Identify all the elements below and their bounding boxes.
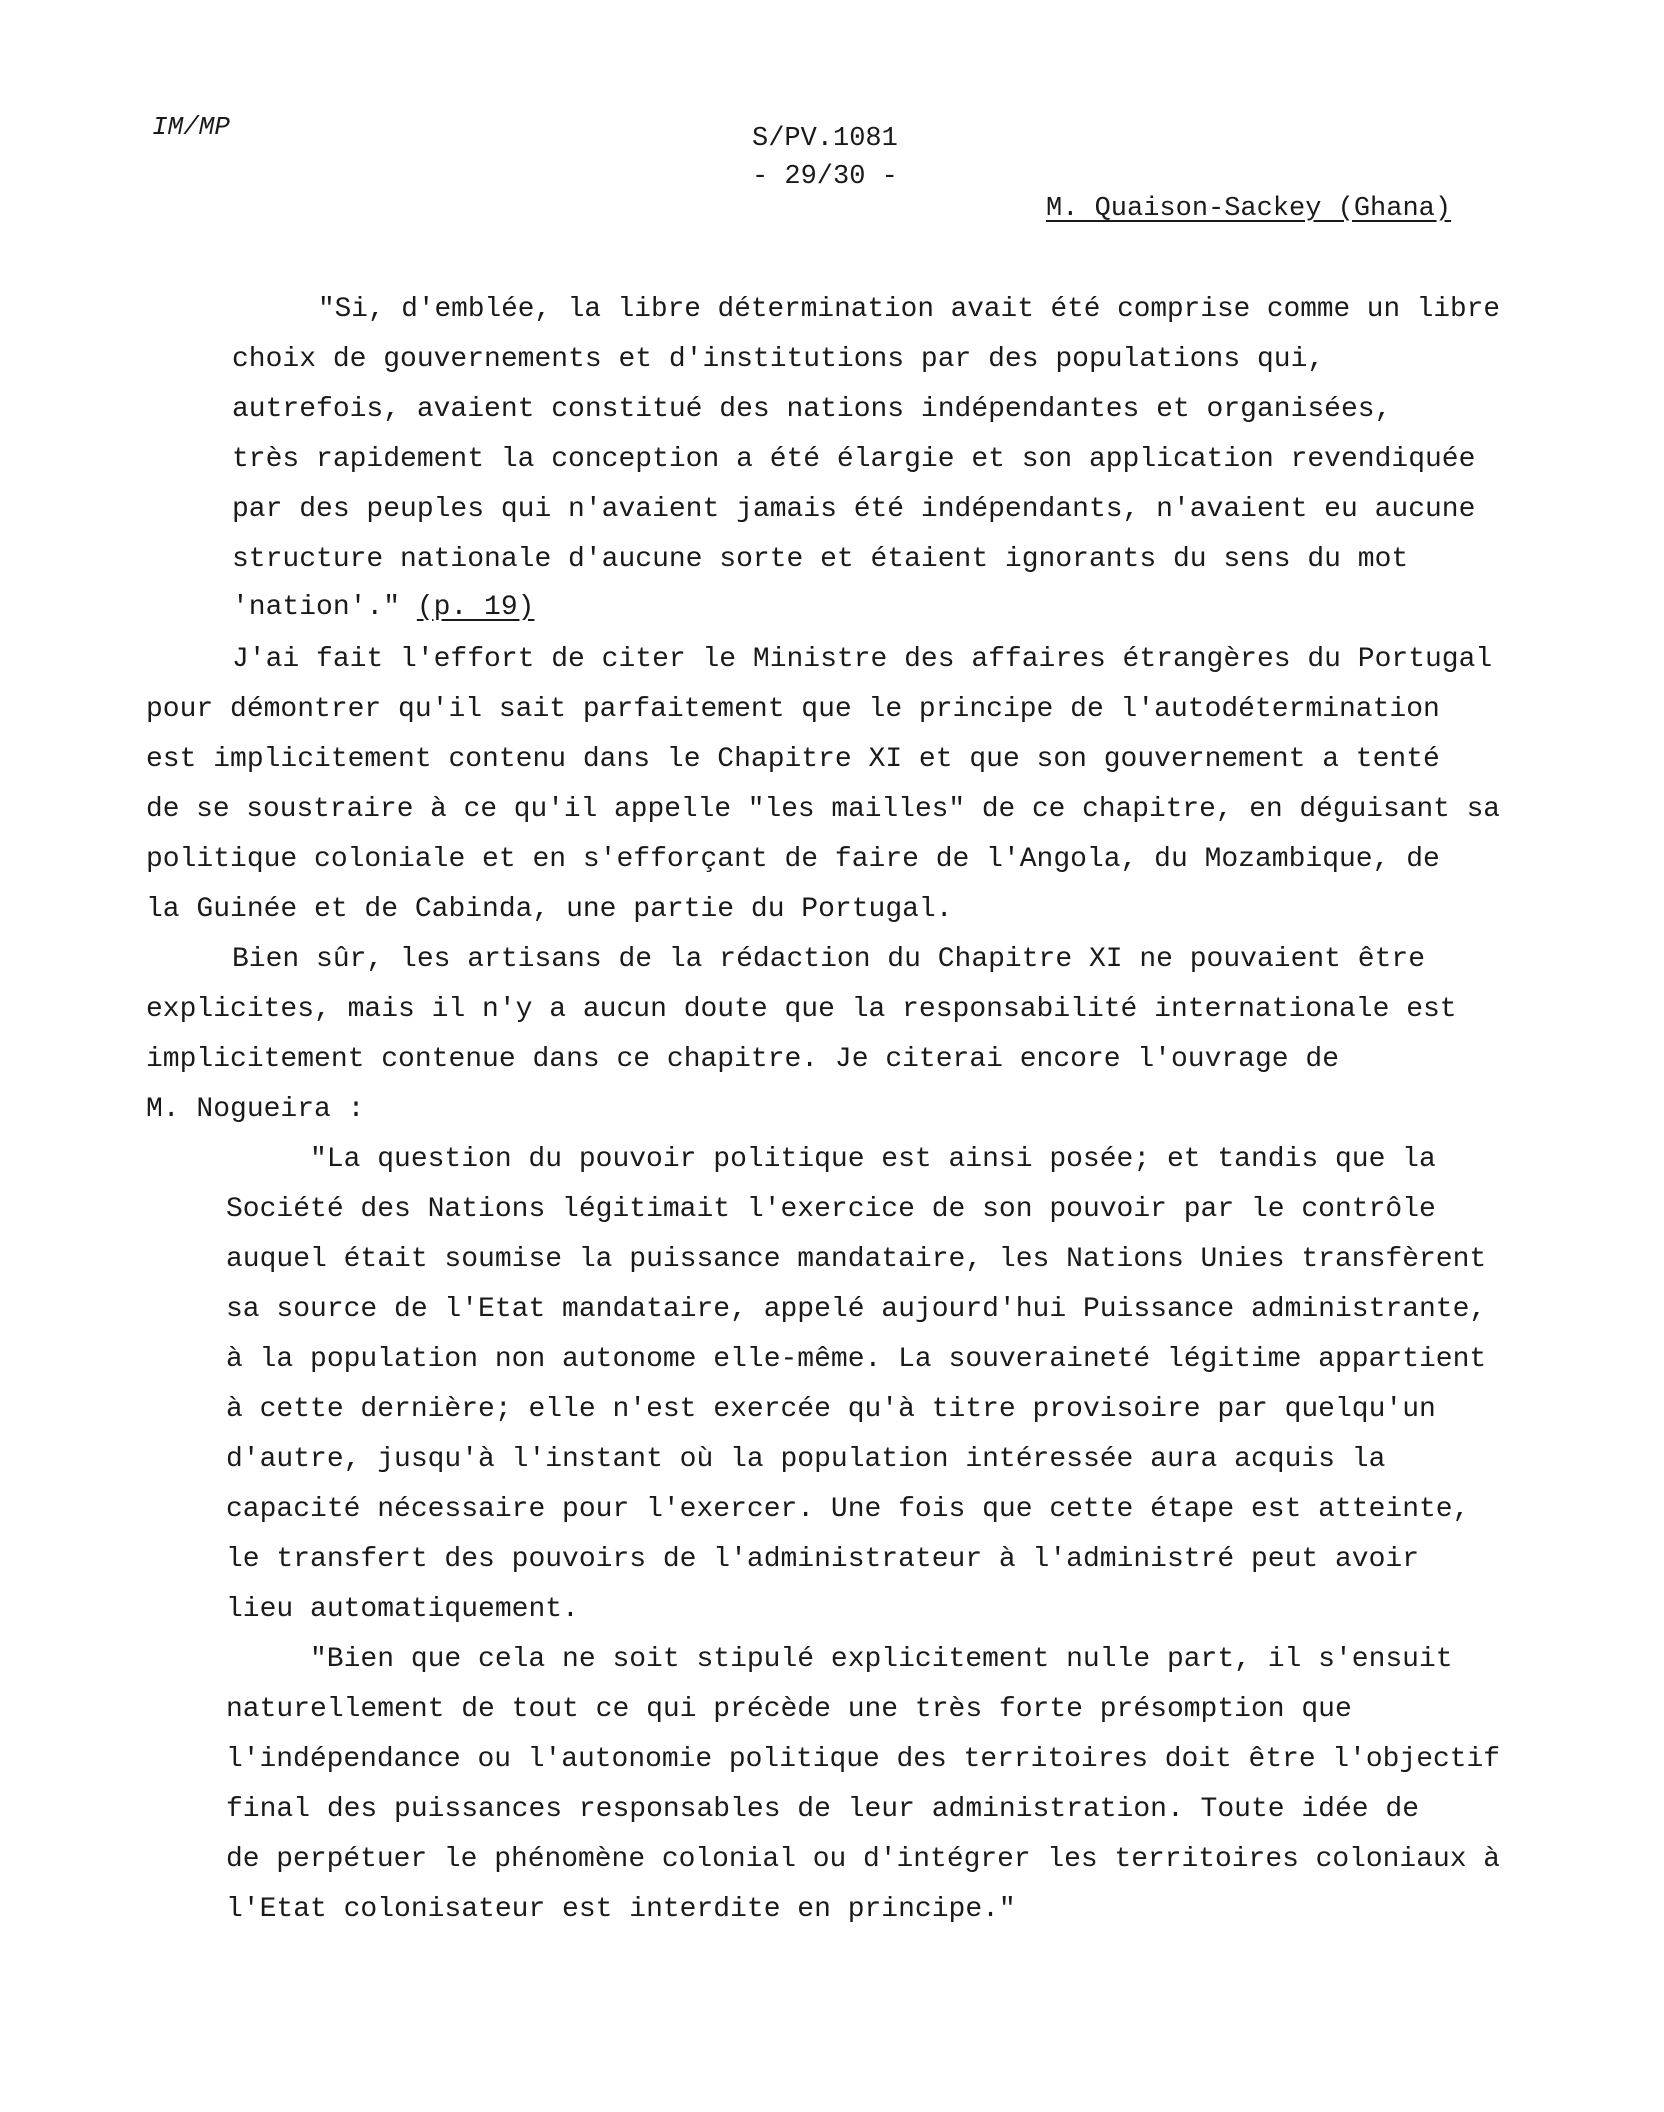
para1-line: J'ai fait l'effort de citer le Ministre des affaires étrangères du Portugal — [232, 644, 1493, 675]
quote2-line: le transfert des pouvoirs de l'administrateur à l'administré peut avoir — [226, 1544, 1419, 1575]
para2-line: explicites, mais il n'y a aucun doute que la responsabilité internationale est — [146, 994, 1457, 1025]
para2-line: Bien sûr, les artisans de la rédaction du Chapitre XI ne pouvaient être — [232, 944, 1425, 975]
page-reference: (p. 19) — [416, 592, 535, 623]
para2-line: M. Nogueira : — [146, 1094, 365, 1125]
quote2-line: "La question du pouvoir politique est ainsi posée; et tandis que la — [310, 1144, 1436, 1175]
quote1-line: choix de gouvernements et d'institutions par des populations qui, — [232, 344, 1325, 375]
para1-line: de se soustraire à ce qu'il appelle "les mailles" de ce chapitre, en déguisant sa — [146, 794, 1501, 825]
page-number: - 29/30 - — [752, 162, 898, 192]
quote2-line: sa source de l'Etat mandataire, appelé aujourd'hui Puissance administrante, — [226, 1294, 1487, 1325]
typist-initials: IM/MP — [152, 112, 231, 142]
quote2-line: à cette dernière; elle n'est exercée qu'à titre provisoire par quelqu'un — [226, 1394, 1436, 1425]
quote3-line: final des puissances responsables de leur administration. Toute idée de — [226, 1794, 1419, 1825]
quote1-line: structure nationale d'aucune sorte et étaient ignorants du sens du mot — [232, 544, 1409, 575]
para2-line: implicitement contenue dans ce chapitre. Je citerai encore l'ouvrage de — [146, 1044, 1339, 1075]
quote2-line: d'autre, jusqu'à l'instant où la population intéressée aura acquis la — [226, 1444, 1386, 1475]
quote1-last-line — [232, 594, 534, 622]
quote1-line: très rapidement la conception a été élargie et son application revendiquée — [232, 444, 1476, 475]
quote1-line: autrefois, avaient constitué des nations indépendantes et organisées, — [232, 394, 1392, 425]
quote2-line: auquel était soumise la puissance mandataire, les Nations Unies transfèrent — [226, 1244, 1487, 1275]
quote3-line: "Bien que cela ne soit stipulé explicitement nulle part, il s'ensuit — [310, 1644, 1453, 1675]
quote2-line: lieu automatiquement. — [226, 1594, 579, 1625]
para1-line: est implicitement contenu dans le Chapitre XI et que son gouvernement a tenté — [146, 744, 1440, 775]
quote2-line: Société des Nations légitimait l'exercice de son pouvoir par le contrôle — [226, 1194, 1436, 1225]
document-symbol: S/PV.1081 — [752, 124, 898, 154]
speaker-name: M. Quaison-Sackey (Ghana) — [1046, 194, 1452, 224]
quote3-line: naturellement de tout ce qui précède une très forte présomption que — [226, 1694, 1352, 1725]
quote2-line: capacité nécessaire pour l'exercer. Une fois que cette étape est atteinte, — [226, 1494, 1470, 1525]
quote2-line: à la population non autonome elle-même. La souveraineté légitime appartient — [226, 1344, 1487, 1375]
para1-line: pour démontrer qu'il sait parfaitement que le principe de l'autodétermination — [146, 694, 1440, 725]
para1-line: politique coloniale et en s'efforçant de faire de l'Angola, du Mozambique, de — [146, 844, 1440, 875]
para1-line: la Guinée et de Cabinda, une partie du Portugal. — [146, 894, 953, 925]
quote1-line: "Si, d'emblée, la libre détermination avait été comprise comme un libre — [318, 294, 1500, 325]
quote3-line: l'Etat colonisateur est interdite en principe." — [226, 1894, 1016, 1925]
quote1-last-text: 'nation'." — [232, 592, 401, 623]
quote3-line: de perpétuer le phénomène colonial ou d'intégrer les territoires coloniaux à — [226, 1844, 1501, 1875]
quote1-line: par des peuples qui n'avaient jamais été indépendants, n'avaient eu aucune — [232, 494, 1476, 525]
quote3-line: l'indépendance ou l'autonomie politique des territoires doit être l'objectif — [226, 1744, 1501, 1775]
